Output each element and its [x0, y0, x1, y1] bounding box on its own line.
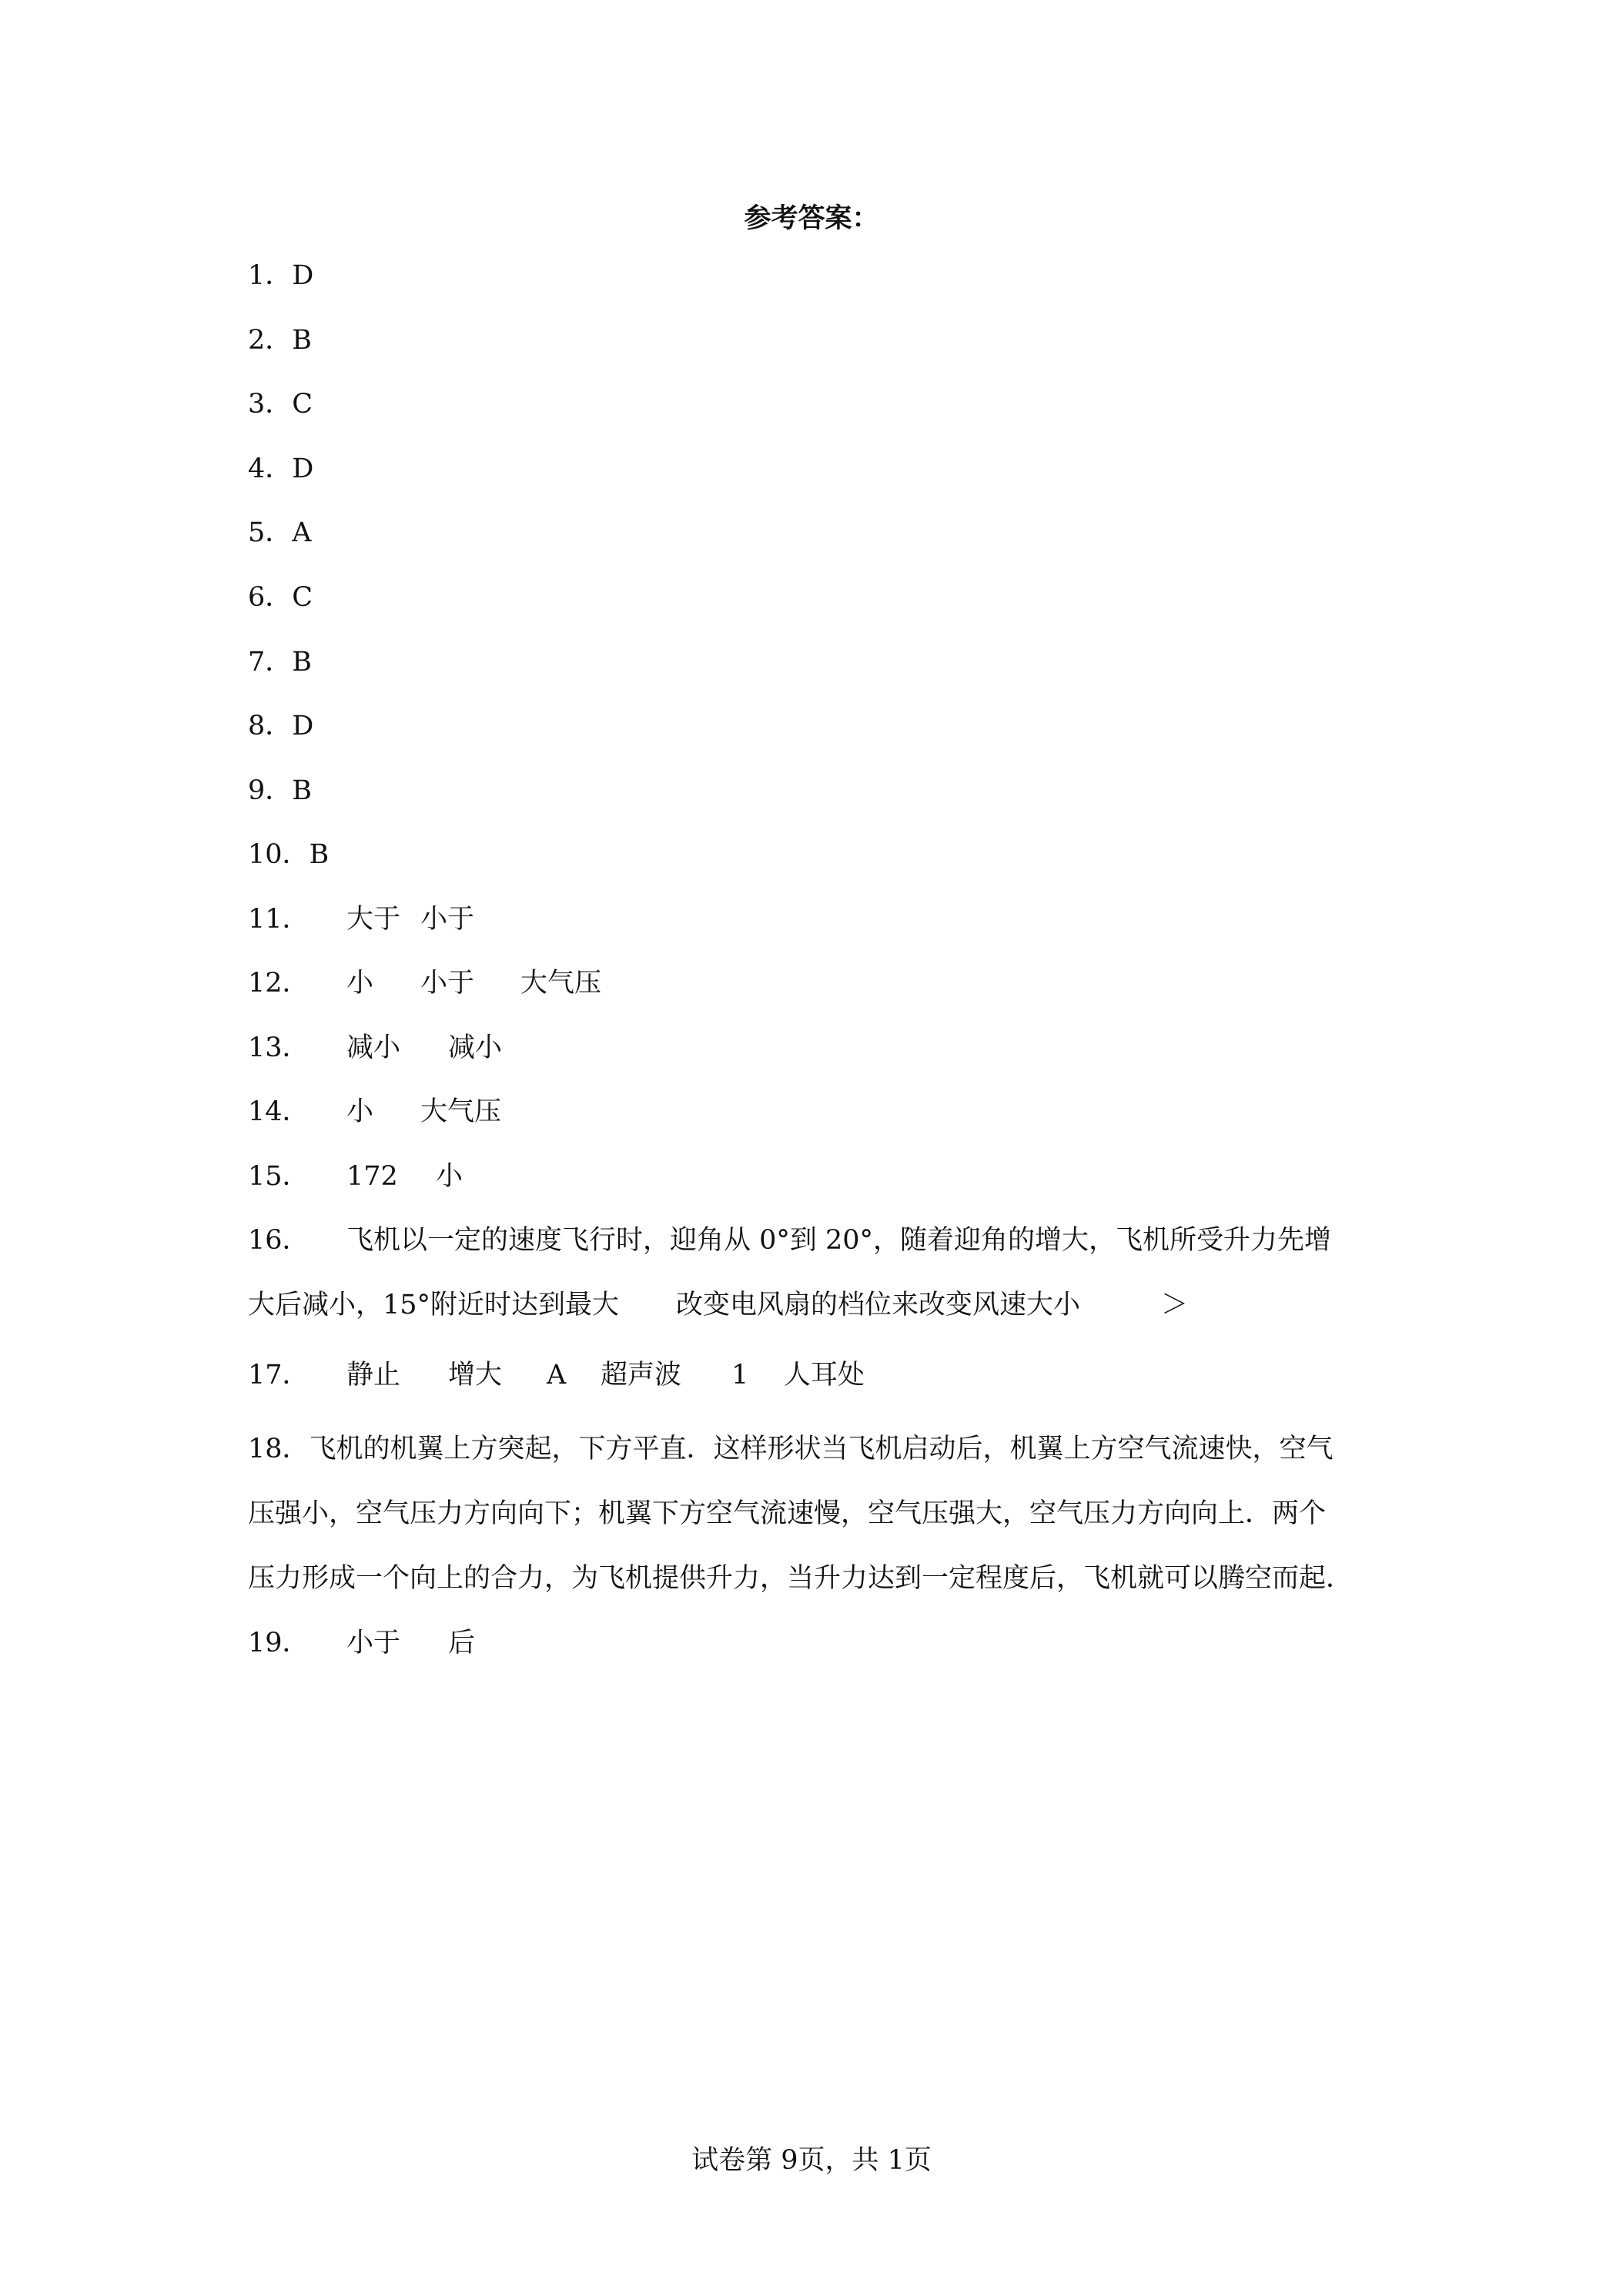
answer-number: 16． [248, 1225, 310, 1256]
answer-value: 减小 [346, 1033, 401, 1063]
answer-line-19 [248, 1626, 475, 1660]
answer-line-11 [248, 902, 474, 936]
answer-value: C [292, 582, 313, 613]
answer-number: 8． [248, 711, 293, 741]
answer-line-5 [248, 516, 312, 550]
answer-line-18-cont-1 [248, 1497, 1326, 1531]
answer-value: 人耳处 [784, 1360, 865, 1391]
answer-value: B [309, 839, 330, 870]
answer-number: 4． [248, 454, 293, 484]
answer-number: 19． [248, 1628, 310, 1658]
answer-line-17 [248, 1358, 865, 1392]
answer-value: A [292, 517, 312, 548]
answer-number: 6． [248, 582, 293, 613]
answer-text: 压强小，空气压力方向向下；机翼下方空气流速慢，空气压强大，空气压力方向向上．两个 [248, 1498, 1327, 1529]
answer-value: 增大 [448, 1360, 503, 1391]
answer-number: 14． [248, 1096, 310, 1127]
answer-value: D [292, 454, 314, 484]
answer-value: 大气压 [520, 968, 602, 999]
answer-line-12 [248, 966, 601, 1000]
answer-line-18 [248, 1432, 1334, 1466]
answer-text: 大后减小，15°附近时达到最大 [248, 1290, 620, 1320]
answer-line-18-cont-2 [248, 1561, 1353, 1595]
answer-number: 3． [248, 389, 293, 420]
answer-line-4 [248, 452, 313, 486]
answer-number: 5． [248, 517, 293, 548]
answer-line-7 [248, 645, 312, 679]
answer-value: 小于 [420, 904, 475, 935]
answer-value: ＞ [1161, 1290, 1189, 1320]
answer-value: 小 [436, 1161, 463, 1192]
answer-text: 改变电风扇的档位来改变风速大小 [676, 1290, 1081, 1320]
answer-value: 小 [346, 1096, 374, 1127]
answer-number: 9． [248, 775, 293, 806]
answer-value: 减小 [448, 1033, 503, 1063]
answer-line-3 [248, 387, 313, 421]
answer-value: 静止 [346, 1360, 401, 1391]
answer-line-8 [248, 709, 313, 743]
answer-text: 飞机以一定的速度飞行时，迎角从 0°到 20°，随着迎角的增大，飞机所受升力先增 [346, 1225, 1332, 1256]
answer-line-10 [248, 838, 329, 872]
answer-line-13 [248, 1031, 502, 1065]
page-title: 参考答案： [744, 202, 879, 234]
answer-line-1 [248, 259, 313, 293]
answer-line-9 [248, 774, 312, 808]
answer-number: 18． [248, 1434, 310, 1464]
answer-value: 小于 [420, 968, 475, 999]
answer-value: A [547, 1360, 567, 1391]
answer-value: 大于 [346, 904, 401, 935]
answer-number: 1． [248, 260, 293, 291]
answer-value: 小 [346, 968, 374, 999]
answer-number: 11． [248, 904, 310, 935]
answer-value: B [292, 647, 313, 678]
answer-number: 2． [248, 325, 293, 356]
answer-text: 飞机的机翼上方突起，下方平直．这样形状当飞机启动后，机翼上方空气流速快，空气 [309, 1434, 1334, 1464]
answer-line-16 [248, 1223, 1331, 1257]
answer-value: B [292, 325, 313, 356]
answer-value: 172 [346, 1161, 398, 1192]
answer-line-15 [248, 1160, 463, 1193]
answer-line-14 [248, 1095, 501, 1129]
answer-number: 12． [248, 968, 310, 999]
answer-value: 小于 [346, 1628, 401, 1658]
answer-number: 7． [248, 647, 293, 678]
answer-number: 10． [248, 839, 310, 870]
answer-value: D [292, 711, 314, 741]
answer-text: 压力形成一个向上的合力，为飞机提供升力，当升力达到一定程度后，飞机就可以腾空而起． [248, 1563, 1354, 1594]
answer-line-2 [248, 323, 312, 357]
answer-value: 大气压 [420, 1096, 502, 1127]
page-footer: 试卷第 9页，共 1页 [691, 2145, 932, 2176]
answer-value: 后 [448, 1628, 476, 1658]
answer-value: 1 [731, 1360, 749, 1391]
answer-value: B [292, 775, 313, 806]
answer-number: 15． [248, 1161, 310, 1192]
answer-number: 13． [248, 1033, 310, 1063]
answer-value: D [292, 260, 314, 291]
answer-line-6 [248, 581, 313, 614]
answer-value: 超声波 [601, 1360, 682, 1391]
answer-number: 17． [248, 1360, 310, 1391]
answer-line-16-cont [248, 1288, 1188, 1322]
answer-value: C [292, 389, 313, 420]
